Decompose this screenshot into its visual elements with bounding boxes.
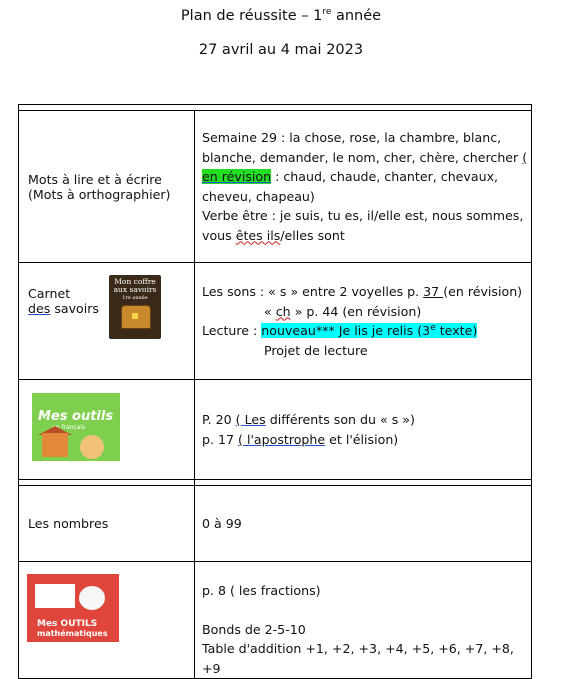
carnet-label: Carnet des savoirs <box>28 286 99 316</box>
robot-icon <box>79 586 105 610</box>
maths-line-3: Table d'addition +1, +2, +3, +4, +5, +6, +7, +8, +9 <box>202 641 514 676</box>
page-title: Plan de réussite – 1re année <box>180 7 382 24</box>
mots-line-4: cheveu, chapeau) <box>202 188 315 204</box>
mots-label-line-2: (Mots à orthographier) <box>28 186 171 202</box>
outils-content-cell <box>195 380 532 480</box>
table-row-carnet <box>19 263 532 380</box>
carnet-content-cell <box>195 263 532 380</box>
maths-line-2: Bonds de 2-5-10 <box>202 621 306 637</box>
mots-label-line-1: Mots à lire et à écrire <box>28 171 162 187</box>
maths-line-1: p. 8 ( les fractions) <box>202 583 321 598</box>
nombres-content-cell: 0 à 99 <box>195 486 532 562</box>
nombres-label-cell: Les nombres <box>19 486 195 562</box>
table-row-mots <box>19 111 532 263</box>
house-icon <box>42 433 68 457</box>
nouveau-highlight: nouveau*** Je lis je relis (3e texte) <box>261 322 478 338</box>
mots-line-6: vous êtes ils/elles sont <box>202 227 345 243</box>
outils-label-cell <box>19 380 195 480</box>
outils-line-2: p. 17 ( l'apostrophe et l'élision) <box>202 431 399 447</box>
maths-content-cell <box>195 562 532 679</box>
mots-label-cell <box>19 111 195 263</box>
table-row-nombres <box>19 486 532 562</box>
mots-line-1: Semaine 29 : la chose, rose, la chambre, blanc, <box>202 130 502 145</box>
mes-outils-mathematiques-book-cover: Mes OUTILS mathématiques <box>27 574 119 642</box>
mots-line-5: Verbe être : je suis, tu es, il/elle est, nous sommes, <box>202 208 524 223</box>
mots-content-cell <box>195 111 532 263</box>
child-illustration-icon <box>80 435 104 459</box>
carnet-line-1: Les sons : « s » entre 2 voyelles p. 37 (en révision) <box>202 284 523 299</box>
plan-table <box>18 110 532 679</box>
outils-line-1: P. 20 ( Les différents son du « s ») <box>202 412 415 427</box>
carnet-line-4: Projet de lecture <box>264 342 368 358</box>
maths-label-cell <box>19 562 195 679</box>
carnet-line-2: « ch » p. 44 (en révision) <box>264 303 422 319</box>
page-subtitle-dates: 27 avril au 4 mai 2023 <box>198 42 364 58</box>
lock-icon <box>132 313 138 319</box>
carnet-line-3: Lecture : nouveau*** Je lis je relis (3e texte) <box>202 322 478 338</box>
mes-outils-francais-book-cover: Mes outils en français <box>32 393 120 461</box>
mots-line-2: blanche, demander, le nom, cher, chère, chercher ( <box>202 149 528 165</box>
table-row-maths <box>19 562 532 679</box>
mon-coffre-logo: Mon coffre aux savoirs 1re année <box>109 275 161 339</box>
mots-line-3: en révision : chaud, chaude, chanter, chevaux, <box>202 169 499 184</box>
en-revision-highlight: en révision <box>202 169 272 184</box>
table-row-outils <box>19 380 532 480</box>
carnet-label-cell <box>19 263 195 380</box>
